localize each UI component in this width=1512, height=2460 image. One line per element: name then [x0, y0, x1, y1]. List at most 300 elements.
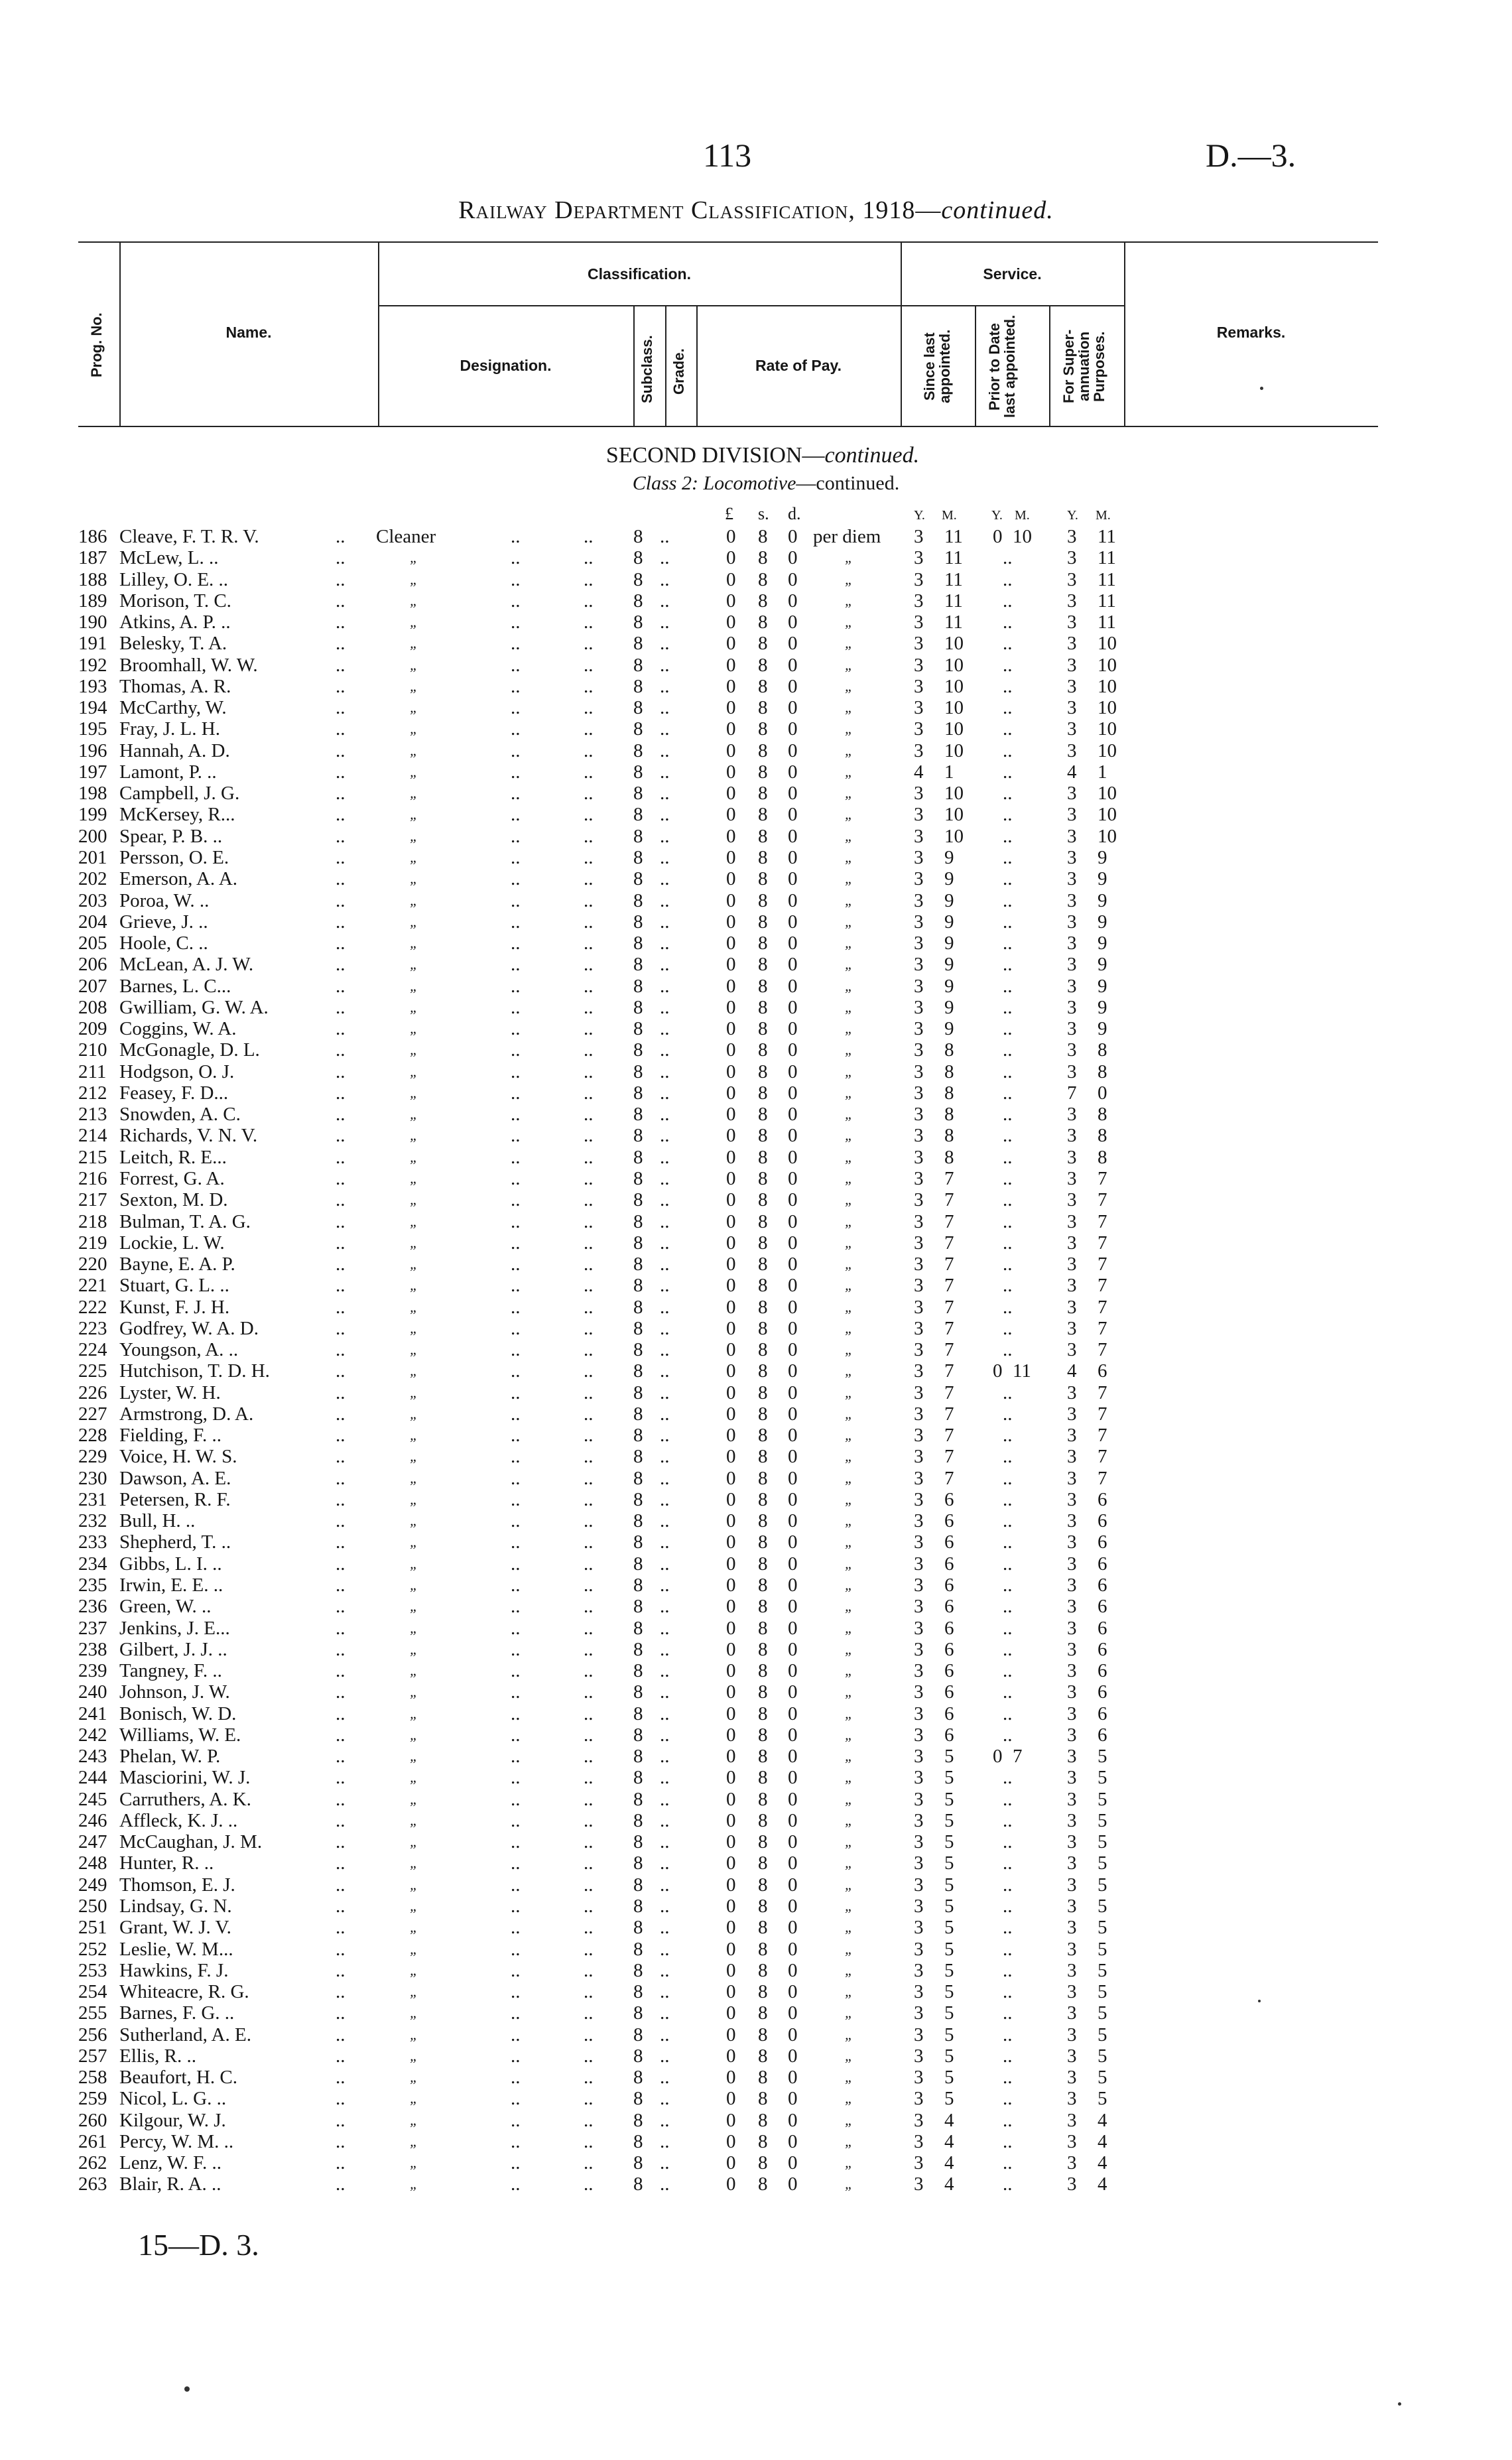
super-years: 3 [1067, 2152, 1077, 2174]
super-years: 3 [1067, 1146, 1077, 1168]
since-months: 7 [944, 1403, 954, 1425]
leader-dots: .. [336, 1852, 346, 1874]
table-row [0, 1189, 1512, 1210]
pay-shillings: 8 [758, 2173, 768, 2195]
employee-name: Lyster, W. H. [119, 1382, 221, 1403]
designation-ditto: „ [410, 1148, 418, 1165]
pay-period-ditto: „ [845, 1512, 853, 1529]
table-row [0, 847, 1512, 868]
pay-period-ditto: „ [845, 1084, 853, 1101]
prior-dots: .. [1003, 1189, 1013, 1211]
leader-dots: .. [660, 954, 670, 976]
pay-shillings: 8 [758, 1488, 768, 1510]
super-years: 3 [1067, 1531, 1077, 1553]
table-row [0, 1018, 1512, 1039]
leader-dots: .. [584, 1553, 594, 1575]
pay-pounds: 0 [726, 568, 736, 590]
prog-no: 245 [78, 1788, 107, 1810]
leader-dots: .. [511, 1339, 521, 1361]
prog-no: 197 [78, 761, 107, 783]
prog-no: 187 [78, 547, 107, 569]
pay-pence: 0 [788, 1660, 798, 1682]
designation-ditto: „ [410, 1191, 418, 1208]
prog-no: 227 [78, 1403, 107, 1425]
prior-dots: .. [1003, 1210, 1013, 1232]
leader-dots: .. [511, 1510, 521, 1532]
leader-dots: .. [511, 1638, 521, 1660]
super-years: 3 [1067, 1339, 1077, 1361]
pay-period-ditto: „ [845, 1533, 853, 1551]
leader-dots: .. [660, 633, 670, 655]
leader-dots: .. [336, 1767, 346, 1789]
pay-pence: 0 [788, 697, 798, 719]
leader-dots: .. [511, 718, 521, 740]
subclass: 8 [633, 1767, 643, 1789]
prog-no: 213 [78, 1104, 107, 1126]
leader-dots: .. [336, 933, 346, 954]
leader-dots: .. [511, 1831, 521, 1853]
prior-dots: .. [1003, 1831, 1013, 1853]
employee-name: Leitch, R. E... [119, 1146, 227, 1168]
pay-period-ditto: „ [845, 1448, 853, 1465]
leader-dots: .. [584, 783, 594, 805]
designation-ditto: „ [410, 1041, 418, 1059]
designation-ditto: „ [410, 614, 418, 631]
prior-dots: .. [1003, 547, 1013, 569]
super-years: 3 [1067, 2002, 1077, 2024]
pay-pounds: 0 [726, 633, 736, 655]
prog-no: 243 [78, 1746, 107, 1768]
leader-dots: .. [584, 761, 594, 783]
leader-dots: .. [584, 2024, 594, 2045]
leader-dots: .. [511, 2152, 521, 2174]
designation-ditto: „ [410, 1298, 418, 1315]
pay-shillings: 8 [758, 1232, 768, 1254]
leader-dots: .. [584, 2173, 594, 2195]
prog-no: 218 [78, 1210, 107, 1232]
pay-period-ditto: „ [845, 1640, 853, 1657]
super-years: 3 [1067, 1210, 1077, 1232]
leader-dots: .. [660, 868, 670, 890]
designation: Cleaner [376, 526, 436, 547]
super-months: 7 [1098, 1296, 1107, 1318]
pay-pence: 0 [788, 1896, 798, 1917]
since-years: 3 [914, 1788, 924, 1810]
leader-dots: .. [336, 1210, 346, 1232]
subclass: 8 [633, 1061, 643, 1082]
prior-dots: .. [1003, 846, 1013, 868]
employee-name: Youngson, A. .. [119, 1339, 239, 1361]
super-years: 3 [1067, 1660, 1077, 1682]
super-years: 3 [1067, 633, 1077, 655]
table-row [0, 1468, 1512, 1489]
prog-no: 261 [78, 2130, 107, 2152]
pay-shillings: 8 [758, 1724, 768, 1746]
pay-period-ditto: „ [845, 1127, 853, 1144]
prog-no: 217 [78, 1189, 107, 1211]
pay-pence: 0 [788, 675, 798, 697]
pay-pounds: 0 [726, 1938, 736, 1960]
leader-dots: .. [511, 846, 521, 868]
employee-name: Carruthers, A. K. [119, 1788, 251, 1810]
leader-dots: .. [660, 568, 670, 590]
super-years: 3 [1067, 1167, 1077, 1189]
subclass: 8 [633, 1852, 643, 1874]
subclass: 8 [633, 846, 643, 868]
pay-shillings: 8 [758, 1681, 768, 1703]
pay-pounds: 0 [726, 1831, 736, 1853]
employee-name: Sexton, M. D. [119, 1189, 228, 1211]
pay-pounds: 0 [726, 1660, 736, 1682]
super-years: 3 [1067, 1104, 1077, 1126]
designation-ditto: „ [410, 827, 418, 844]
since-months: 1 [944, 761, 954, 783]
pay-period-ditto: „ [845, 1790, 853, 1807]
since-years: 3 [914, 1703, 924, 1724]
pay-shillings: 8 [758, 1874, 768, 1896]
pay-shillings: 8 [758, 825, 768, 847]
prior-dots: .. [1003, 654, 1013, 676]
leader-dots: .. [660, 526, 670, 547]
leader-dots: .. [584, 2152, 594, 2174]
pay-pounds: 0 [726, 590, 736, 612]
leader-dots: .. [511, 633, 521, 655]
leader-dots: .. [336, 526, 346, 547]
employee-name: Lilley, O. E. .. [119, 568, 229, 590]
pay-period-ditto: „ [845, 2154, 853, 2171]
prog-no: 253 [78, 1959, 107, 1981]
pay-shillings: 8 [758, 846, 768, 868]
since-months: 7 [944, 1275, 954, 1297]
leader-dots: .. [511, 697, 521, 719]
prior-dots: .. [1003, 1125, 1013, 1147]
leader-dots: .. [511, 1467, 521, 1489]
prog-no-header: Prog. No. [88, 312, 105, 377]
pay-shillings: 8 [758, 1959, 768, 1981]
header-bottom-rule [78, 426, 1378, 427]
since-years: 4 [914, 761, 924, 783]
since-months: 7 [944, 1382, 954, 1403]
leader-dots: .. [584, 633, 594, 655]
leader-dots: .. [336, 954, 346, 976]
leader-dots: .. [584, 868, 594, 890]
leader-dots: .. [584, 1446, 594, 1468]
prog-no: 212 [78, 1082, 107, 1104]
subclass: 8 [633, 1874, 643, 1896]
pay-period-ditto: „ [845, 570, 853, 588]
super-years: 3 [1067, 1959, 1077, 1981]
pay-pence: 0 [788, 1167, 798, 1189]
since-months: 6 [944, 1681, 954, 1703]
prog-no: 204 [78, 911, 107, 933]
prog-no: 229 [78, 1446, 107, 1468]
table-row [0, 1553, 1512, 1575]
leader-dots: .. [584, 1746, 594, 1768]
pence-unit: d. [788, 504, 801, 523]
pay-period-ditto: „ [845, 785, 853, 802]
since-years: 3 [914, 2024, 924, 2045]
prior-dots: .. [1003, 2109, 1013, 2131]
leader-dots: .. [660, 1874, 670, 1896]
leader-dots: .. [584, 612, 594, 633]
pay-pounds: 0 [726, 975, 736, 997]
super-years-unit: Y. [1067, 508, 1078, 523]
pay-pence: 0 [788, 526, 798, 547]
employee-name: Emerson, A. A. [119, 868, 238, 890]
leader-dots: .. [511, 2109, 521, 2131]
leader-dots: .. [511, 1125, 521, 1147]
super-months: 6 [1098, 1488, 1107, 1510]
subclass: 8 [633, 697, 643, 719]
pay-pence: 0 [788, 1703, 798, 1724]
pay-period-ditto: „ [845, 891, 853, 909]
division-title-main: SECOND DIVISION— [605, 443, 825, 468]
pay-pence: 0 [788, 2130, 798, 2152]
subclass: 8 [633, 1446, 643, 1468]
header-top-rule [78, 241, 1378, 243]
since-months: 8 [944, 1125, 954, 1147]
super-months: 7 [1098, 1425, 1107, 1447]
designation-ditto: „ [410, 2047, 418, 2064]
subclass: 8 [633, 1575, 643, 1596]
pay-shillings: 8 [758, 718, 768, 740]
prior-dots: .. [1003, 1959, 1013, 1981]
table-row [0, 2024, 1512, 2045]
subclass: 8 [633, 1339, 643, 1361]
prior-dots: .. [1003, 1018, 1013, 1040]
since-years: 3 [914, 1724, 924, 1746]
leader-dots: .. [660, 975, 670, 997]
pay-pounds: 0 [726, 2130, 736, 2152]
pay-period-ditto: „ [845, 1384, 853, 1401]
service-header: Service. [983, 265, 1042, 283]
employee-name: Phelan, W. P. [119, 1746, 221, 1768]
subclass: 8 [633, 1082, 643, 1104]
designation-ditto: „ [410, 592, 418, 609]
pay-pounds: 0 [726, 1167, 736, 1189]
pay-period-ditto: „ [845, 935, 853, 952]
pay-pounds: 0 [726, 2088, 736, 2110]
leader-dots: .. [660, 1403, 670, 1425]
super-months: 6 [1098, 1681, 1107, 1703]
super-months: 8 [1098, 1039, 1107, 1061]
super-months: 8 [1098, 1104, 1107, 1126]
leader-dots: .. [660, 1360, 670, 1382]
leader-dots: .. [336, 1146, 346, 1168]
employee-name: Johnson, J. W. [119, 1681, 230, 1703]
leader-dots: .. [660, 1596, 670, 1618]
pay-shillings: 8 [758, 612, 768, 633]
super-years: 3 [1067, 1061, 1077, 1082]
leader-dots: .. [511, 1275, 521, 1297]
leader-dots: .. [336, 2173, 346, 2195]
prog-no: 234 [78, 1553, 107, 1575]
leader-dots: .. [660, 2130, 670, 2152]
leader-dots: .. [336, 1724, 346, 1746]
leader-dots: .. [511, 911, 521, 933]
super-years: 3 [1067, 1703, 1077, 1724]
super-months: 7 [1098, 1467, 1107, 1489]
leader-dots: .. [511, 1189, 521, 1211]
super-months: 10 [1098, 740, 1117, 761]
subclass: 8 [633, 1553, 643, 1575]
pay-shillings: 8 [758, 2045, 768, 2067]
pay-shillings: 8 [758, 1767, 768, 1789]
prior-dots: .. [1003, 718, 1013, 740]
leader-dots: .. [511, 1061, 521, 1082]
leader-dots: .. [511, 1809, 521, 1831]
since-months: 7 [944, 1254, 954, 1275]
shilling-unit: s. [758, 504, 769, 523]
since-months: 6 [944, 1531, 954, 1553]
super-months: 9 [1098, 975, 1107, 997]
subclass: 8 [633, 590, 643, 612]
leader-dots: .. [511, 783, 521, 805]
pay-shillings: 8 [758, 1425, 768, 1447]
since-months: 7 [944, 1425, 954, 1447]
designation-ditto: „ [410, 1705, 418, 1722]
leader-dots: .. [584, 1403, 594, 1425]
pay-pounds: 0 [726, 1617, 736, 1639]
since-years: 3 [914, 954, 924, 976]
superannuation-header: For Super-annuation Purposes. [1060, 329, 1107, 404]
subclass: 8 [633, 2002, 643, 2024]
leader-dots: .. [336, 633, 346, 655]
since-years: 3 [914, 1360, 924, 1382]
pay-pence: 0 [788, 1874, 798, 1896]
leader-dots: .. [511, 1896, 521, 1917]
prog-no: 207 [78, 975, 107, 997]
prior-dots: .. [1003, 996, 1013, 1018]
pay-shillings: 8 [758, 1254, 768, 1275]
table-row [0, 976, 1512, 997]
pay-pence: 0 [788, 1617, 798, 1639]
super-months: 10 [1098, 718, 1117, 740]
leader-dots: .. [660, 654, 670, 676]
super-years: 3 [1067, 1553, 1077, 1575]
subclass: 8 [633, 740, 643, 761]
pay-pounds: 0 [726, 1596, 736, 1618]
leader-dots: .. [584, 1681, 594, 1703]
pay-pence: 0 [788, 783, 798, 805]
table-row [0, 826, 1512, 847]
employee-name: Sutherland, A. E. [119, 2024, 251, 2045]
prior-months: 7 [1013, 1746, 1023, 1768]
designation-ditto: „ [410, 1427, 418, 1444]
title-suffix: continued. [941, 196, 1054, 224]
pay-shillings: 8 [758, 1938, 768, 1960]
super-years: 3 [1067, 612, 1077, 633]
pay-period-ditto: „ [845, 1341, 853, 1358]
pay-pence: 0 [788, 654, 798, 676]
leader-dots: .. [584, 1425, 594, 1447]
employee-name: Barnes, F. G. .. [119, 2002, 235, 2024]
prog-no: 240 [78, 1681, 107, 1703]
employee-name: McGonagle, D. L. [119, 1039, 260, 1061]
designation-ditto: „ [410, 1127, 418, 1144]
prog-no: 239 [78, 1660, 107, 1682]
designation-ditto: „ [410, 1469, 418, 1486]
since-years: 3 [914, 911, 924, 933]
pay-period-ditto: „ [845, 1041, 853, 1059]
table-row [0, 954, 1512, 975]
leader-dots: .. [584, 1467, 594, 1489]
table-row [0, 783, 1512, 804]
prog-no: 209 [78, 1018, 107, 1040]
pay-shillings: 8 [758, 1917, 768, 1939]
pay-pence: 0 [788, 1467, 798, 1489]
employee-name: Forrest, G. A. [119, 1167, 225, 1189]
pay-shillings: 8 [758, 1296, 768, 1318]
since-years: 3 [914, 1296, 924, 1318]
super-years: 3 [1067, 2088, 1077, 2110]
leader-dots: .. [660, 1425, 670, 1447]
leader-dots: .. [584, 1146, 594, 1168]
designation-ditto: „ [410, 1662, 418, 1679]
super-months: 7 [1098, 1232, 1107, 1254]
employee-name: Grant, W. J. V. [119, 1917, 231, 1939]
super-months: 5 [1098, 1767, 1107, 1789]
subclass: 8 [633, 1317, 643, 1339]
leader-dots: .. [336, 1189, 346, 1211]
since-years: 3 [914, 868, 924, 890]
since-months: 10 [944, 697, 964, 719]
designation-ditto: „ [410, 848, 418, 866]
leader-dots: .. [336, 547, 346, 569]
since-months: 5 [944, 2088, 954, 2110]
employee-name: Hutchison, T. D. H. [119, 1360, 270, 1382]
leader-dots: .. [336, 1981, 346, 2003]
table-row [0, 2067, 1512, 2088]
table-row [0, 1639, 1512, 1660]
since-last-appointed-header: Since last appointed. [921, 329, 953, 404]
designation-ditto: „ [410, 891, 418, 909]
since-months: 9 [944, 911, 954, 933]
employee-name: Spear, P. B. .. [119, 825, 223, 847]
pay-pounds: 0 [726, 1146, 736, 1168]
leader-dots: .. [660, 1275, 670, 1297]
leader-dots: .. [660, 1082, 670, 1104]
since-months: 5 [944, 2045, 954, 2067]
pay-shillings: 8 [758, 568, 768, 590]
leader-dots: .. [511, 1681, 521, 1703]
pay-pounds: 0 [726, 697, 736, 719]
prior-dots: .. [1003, 1724, 1013, 1746]
pay-shillings: 8 [758, 1575, 768, 1596]
pay-pence: 0 [788, 1189, 798, 1211]
pay-shillings: 8 [758, 1061, 768, 1082]
pay-period-ditto: „ [845, 2132, 853, 2150]
table-row [0, 761, 1512, 783]
leader-dots: .. [336, 1831, 346, 1853]
leader-dots: .. [584, 1724, 594, 1746]
leader-dots: .. [511, 804, 521, 826]
leader-dots: .. [660, 1167, 670, 1189]
leader-dots: .. [660, 1232, 670, 1254]
designation-ditto: „ [410, 1533, 418, 1551]
subclass: 8 [633, 1275, 643, 1297]
designation-ditto: „ [410, 1577, 418, 1594]
pay-period-ditto: „ [845, 614, 853, 631]
super-months: 5 [1098, 1852, 1107, 1874]
leader-dots: .. [660, 1896, 670, 1917]
prog-no: 246 [78, 1809, 107, 1831]
designation-ditto: „ [410, 935, 418, 952]
table-row [0, 676, 1512, 697]
subclass: 8 [633, 1125, 643, 1147]
employee-name: Lindsay, G. N. [119, 1896, 232, 1917]
employee-name: Hoole, C. .. [119, 933, 208, 954]
